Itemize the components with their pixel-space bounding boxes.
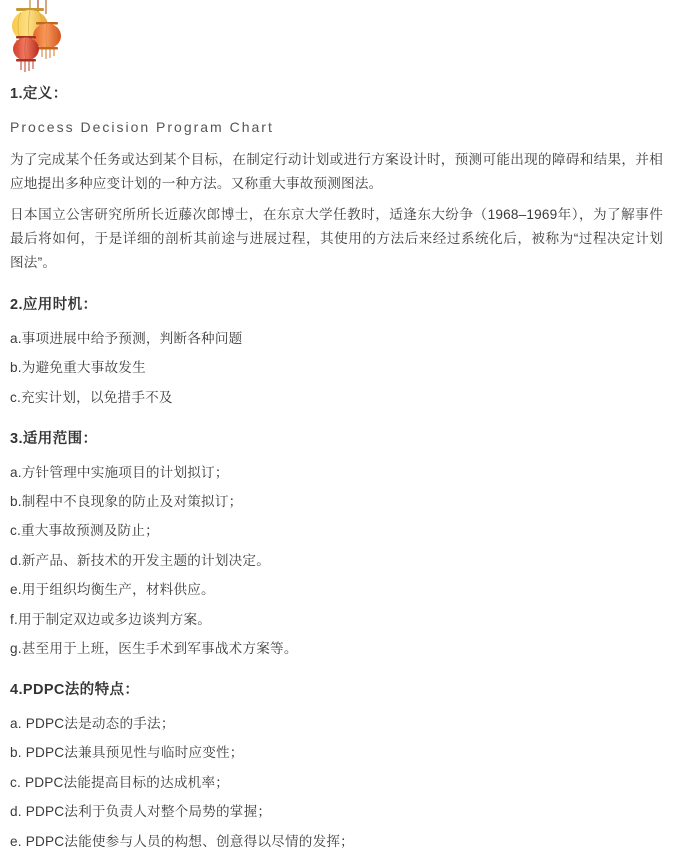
list-item: c.重大事故预测及防止；: [10, 523, 159, 539]
list-item: b. PDPC法兼具预见性与临时应变性；: [10, 745, 244, 761]
section-latin-subtitle: Process Decision Program Chart: [10, 118, 274, 135]
list-item: a.方针管理中实施项目的计划拟订；: [10, 464, 229, 480]
list-item: e. PDPC法能使参与人员的构想、创意得以尽情的发挥；: [10, 833, 354, 849]
list-item: g.甚至用于上班，医生手术到军事战术方案等。: [10, 640, 298, 656]
section-paragraph: 为了完成某个任务或达到某个目标，在制定行动计划或进行方案设计时，预测可能出现的障碍和结果，并相应地提出多种应变计划的一种方法。又称重大事故预测图法。: [10, 152, 663, 192]
list-item: b.制程中不良现象的防止及对策拟订；: [10, 494, 243, 510]
list-item: a. PDPC法是动态的手法；: [10, 716, 175, 732]
section-heading: 4.PDPC法的特点：: [10, 682, 140, 699]
section-pdpc-features: [10, 680, 663, 853]
section-heading: 3.适用范围：: [10, 430, 98, 447]
list-item: d. PDPC法利于负责人对整个局势的掌握；: [10, 804, 272, 820]
list-item: c.充实计划，以免措手不及: [10, 389, 173, 405]
section-paragraph: 日本国立公害研究所所长近藤次郎博士，在东京大学任教时，适逢东大纷争（1968–1969年），为了解事件最后将如何，于是详细的剖析其前途与进展过程，其使用的方法后来经过系统化后，被称为“过程决定计划图法”。: [10, 206, 663, 270]
list-item: b.为避免重大事故发生: [10, 360, 146, 376]
chinese-lanterns-decoration: [0, 0, 100, 78]
list-item: e.用于组织均衡生产，材料供应。: [10, 582, 215, 598]
list-item: a.事项进展中给予预测，判断各种问题: [10, 330, 243, 346]
list-item: c. PDPC法能提高目标的达成机率；: [10, 774, 230, 790]
section-heading: 2.应用时机：: [10, 297, 98, 314]
document-body: [10, 84, 663, 859]
section-scope: [10, 429, 663, 660]
section-heading: 1.定义：: [10, 86, 68, 102]
section-definition: [10, 84, 663, 275]
list-item: f.用于制定双边或多边谈判方案。: [10, 611, 212, 627]
list-item: d.新产品、新技术的开发主题的计划决定。: [10, 552, 271, 568]
section-application-timing: [10, 295, 663, 409]
